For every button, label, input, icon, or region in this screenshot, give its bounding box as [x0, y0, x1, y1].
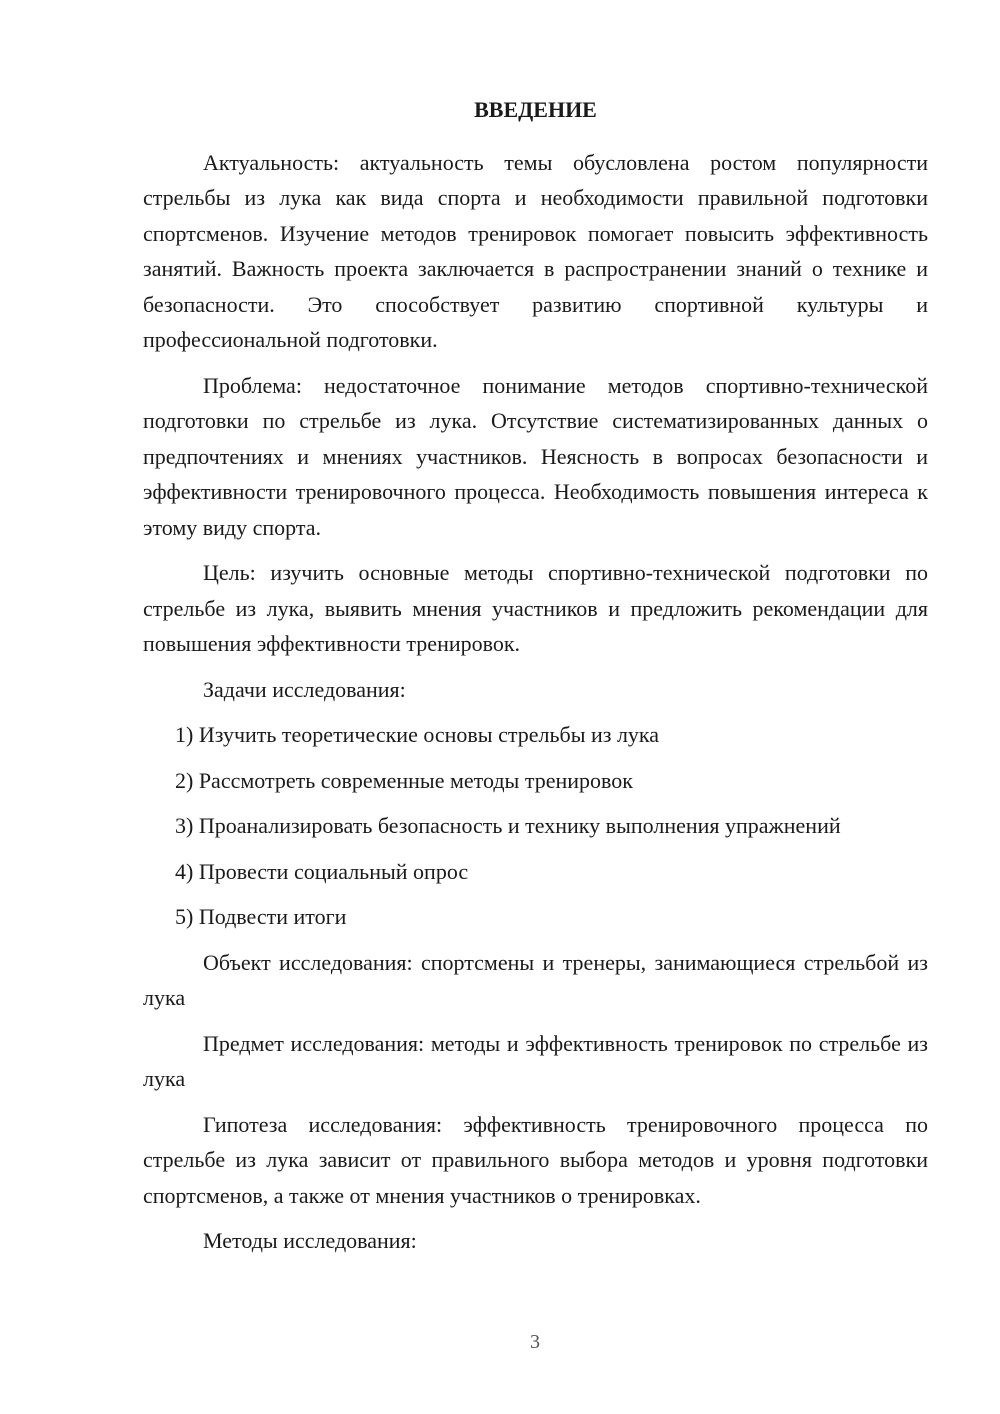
- section-title: ВВЕДЕНИЕ: [474, 97, 597, 122]
- paragraph-object: Объект исследования: спортсмены и тренеры, занимающиеся стрельбой из лука: [143, 949, 928, 1010]
- tasks-heading: Задачи исследования:: [203, 676, 406, 702]
- list-item: 4) Провести социальный опрос: [175, 858, 469, 884]
- page-number: 3: [530, 1331, 540, 1353]
- list-item: 1) Изучить теоретические основы стрельбы из лука: [175, 722, 660, 747]
- document-page: [143, 92, 928, 1269]
- list-item: 5) Подвести итоги: [175, 904, 347, 929]
- list-item: 3) Проанализировать безопасность и технику выполнения упражнений: [175, 813, 841, 838]
- paragraph-relevance: Актуальность: актуальность темы обусловлена ростом популярности стрельбы из лука как вида спорта и необходимости правильной подготовки спортсменов. Изучение методов тренировок помогает повысить эффективность занятий. Важность проекта заключается в распространении знаний о технике и безопасности. Это способствует развитию спортивной культуры и профессиональной подготовки.: [143, 149, 928, 352]
- list-item: 2) Рассмотреть современные методы тренировок: [175, 767, 633, 793]
- paragraph-hypothesis: Гипотеза исследования: эффективность тренировочного процесса по стрельбе из лука зависит от правильного выбора методов и уровня подготовки спортсменов, а также от мнения участников о тренировках.: [143, 1111, 928, 1208]
- paragraph-subject: Предмет исследования: методы и эффективность тренировок по стрельбе из лука: [143, 1030, 928, 1091]
- methods-heading: Методы исследования:: [203, 1228, 417, 1253]
- paragraph-problem: Проблема: недостаточное понимание методов спортивно-технической подготовки по стрельбе из лука. Отсутствие систематизированных данных о предпочтениях и мнениях участников. Неясность в вопросах безопасности и эффективности тренировочного процесса. Необходимость повышения интереса к этому виду спорта.: [143, 372, 928, 540]
- paragraph-goal: Цель: изучить основные методы спортивно-технической подготовки по стрельбе из лука, выявить мнения участников и предложить рекомендации для повышения эффективности тренировок.: [143, 560, 928, 656]
- tasks-list: [143, 717, 928, 935]
